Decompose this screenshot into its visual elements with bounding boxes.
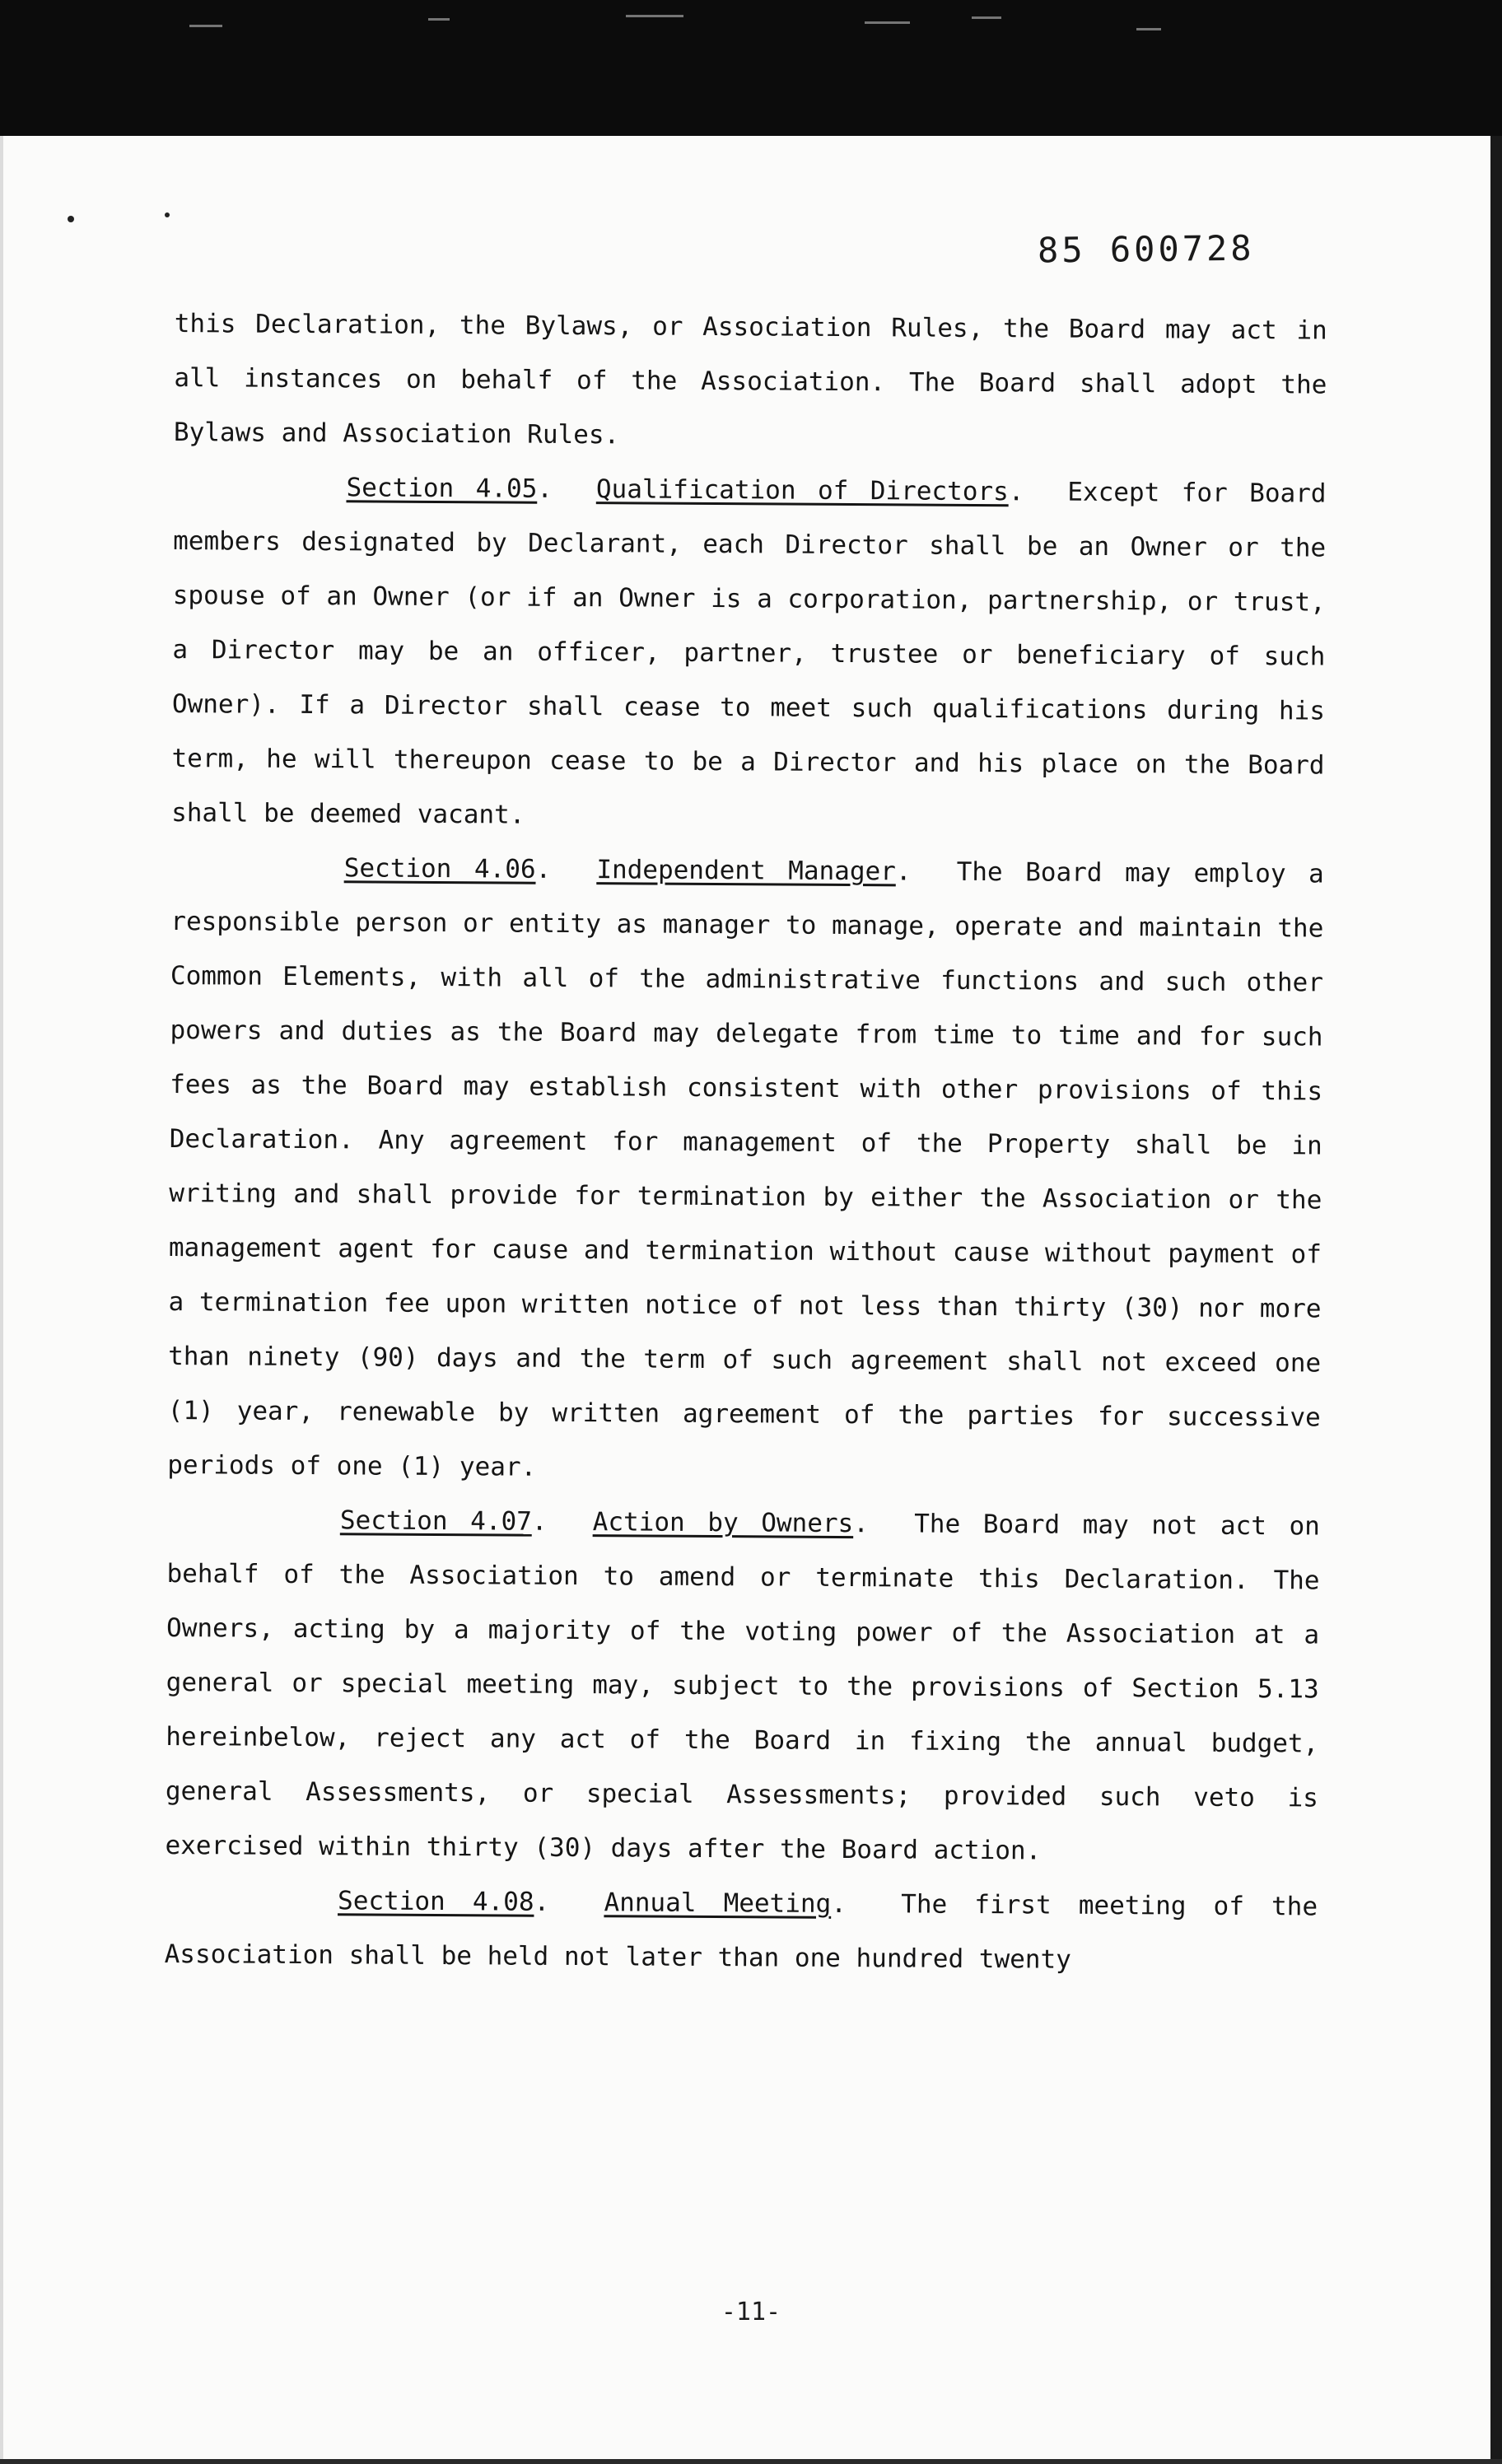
section-number: Section 4.06 [343,853,536,884]
section-number: Section 4.08 [337,1886,534,1917]
scan-bottom-edge [0,2459,1502,2464]
scan-left-edge [0,136,3,2464]
section-body: Except for Board members designated by Declarant, each Director shall be an Owner or the spouse of an Owner (or if an Owner is a corporation, partnership, or trust, a Director may be an officer, partner, trustee or beneficiary of such Owner). If a Director shall cease to meet such qualifications during his term, he will thereupon cease to be a Director and his place on the Board shall be deemed vacant. [171,477,1327,830]
section-4-06: Section 4.06. Independent Manager. The Board may employ a responsible person or entity as manager to manage, operate and maintain the Common Elements, with all of the administrative functions and such other powers and duties as the Board may delegate from time to time and for such fees as the Board may establish consistent with other provisions of this Declaration. Any agreement for management of the Property shall be in writing and shall provide for termination by either the Association or the management agent for cause and termination without cause without payment of a termination fee upon written notice of not less than thirty (30) nor more than ninety (90) days and the term of such agreement shall not exceed one (1) year, renewable by written agreement of the parties for successive periods of one (1) year. [167,853,1324,1482]
section-number: Section 4.05 [346,473,538,504]
section-4-07: Section 4.07. Action by Owners. The Board may not act on behalf of the Association to amend or terminate this Declaration. The Owners, acting by a majority of the voting power of the Association at a general or special meeting may, subject to the provisions of Section 5.13 hereinbelow, reject any act of the Board in fixing the annual budget, general Assessments, or special Assessments; provided such veto is exercised within thirty (30) days after the Board action. [165,1505,1320,1866]
section-4-05: Section 4.05. Qualification of Directors. Except for Board members designated by Declarant, each Director shall be an Owner or the spouse of an Owner (or if an Owner is a corporation, partnership, or trust, a Director may be an officer, partner, trustee or beneficiary of such Owner). If a Director shall cease to meet such qualifications during his term, he will thereupon cease to be a Director and his place on the Board shall be deemed vacant. [171,473,1327,830]
document-body [165,296,1327,1989]
punch-mark-right [165,212,170,217]
scan-top-border [0,0,1502,136]
scan-right-edge [1490,136,1502,2464]
document-number: 85 600728 [1037,227,1255,271]
page-number: -11- [721,2298,781,2326]
section-title: Annual Meeting [604,1888,832,1919]
section-number: Section 4.07 [339,1505,532,1537]
section-body: The Board may employ a responsible person or entity as manager to manage, operate and maintain the Common Elements, with all of the administrative functions and such other powers and duties as the Board may delegate from time to time and for such fees as the Board may establish consistent with other provisions of this Declaration. Any agreement for management of the Property shall be in writing and shall provide for termination by either the Association or the management agent for cause and termination without cause without payment of a termination fee upon written notice of not less than thirty (30) nor more than ninety (90) days and the term of such agreement shall not exceed one (1) year, renewable by written agreement of the parties for successive periods of one (1) year. [167,856,1324,1482]
section-body: The Board may not act on behalf of the Association to amend or terminate this Declaration. The Owners, acting by a majority of the voting power of the Association at a general or special meeting may, subject to the provisions of Section 5.13 hereinbelow, reject any act of the Board in fixing the annual budget, general Assessments, or special Assessments; provided such veto is exercised within thirty (30) days after the Board action. [165,1509,1320,1866]
section-title: Independent Manager [596,855,896,887]
punch-mark-left [68,216,74,222]
intro-paragraph: this Declaration, the Bylaws, or Association Rules, the Board may act in all instances on behalf of the Association. The Board shall adopt the Bylaws and Association Rules. [173,308,1327,450]
section-body: The first meeting of the Association shall be held not later than one hundred twenty [164,1889,1318,1975]
section-title: Action by Owners [592,1507,854,1539]
section-title: Qualification of Directors [595,474,1009,507]
section-4-08: Section 4.08. Annual Meeting. The first meeting of the Association shall be held not later than one hundred twenty [164,1886,1318,1975]
